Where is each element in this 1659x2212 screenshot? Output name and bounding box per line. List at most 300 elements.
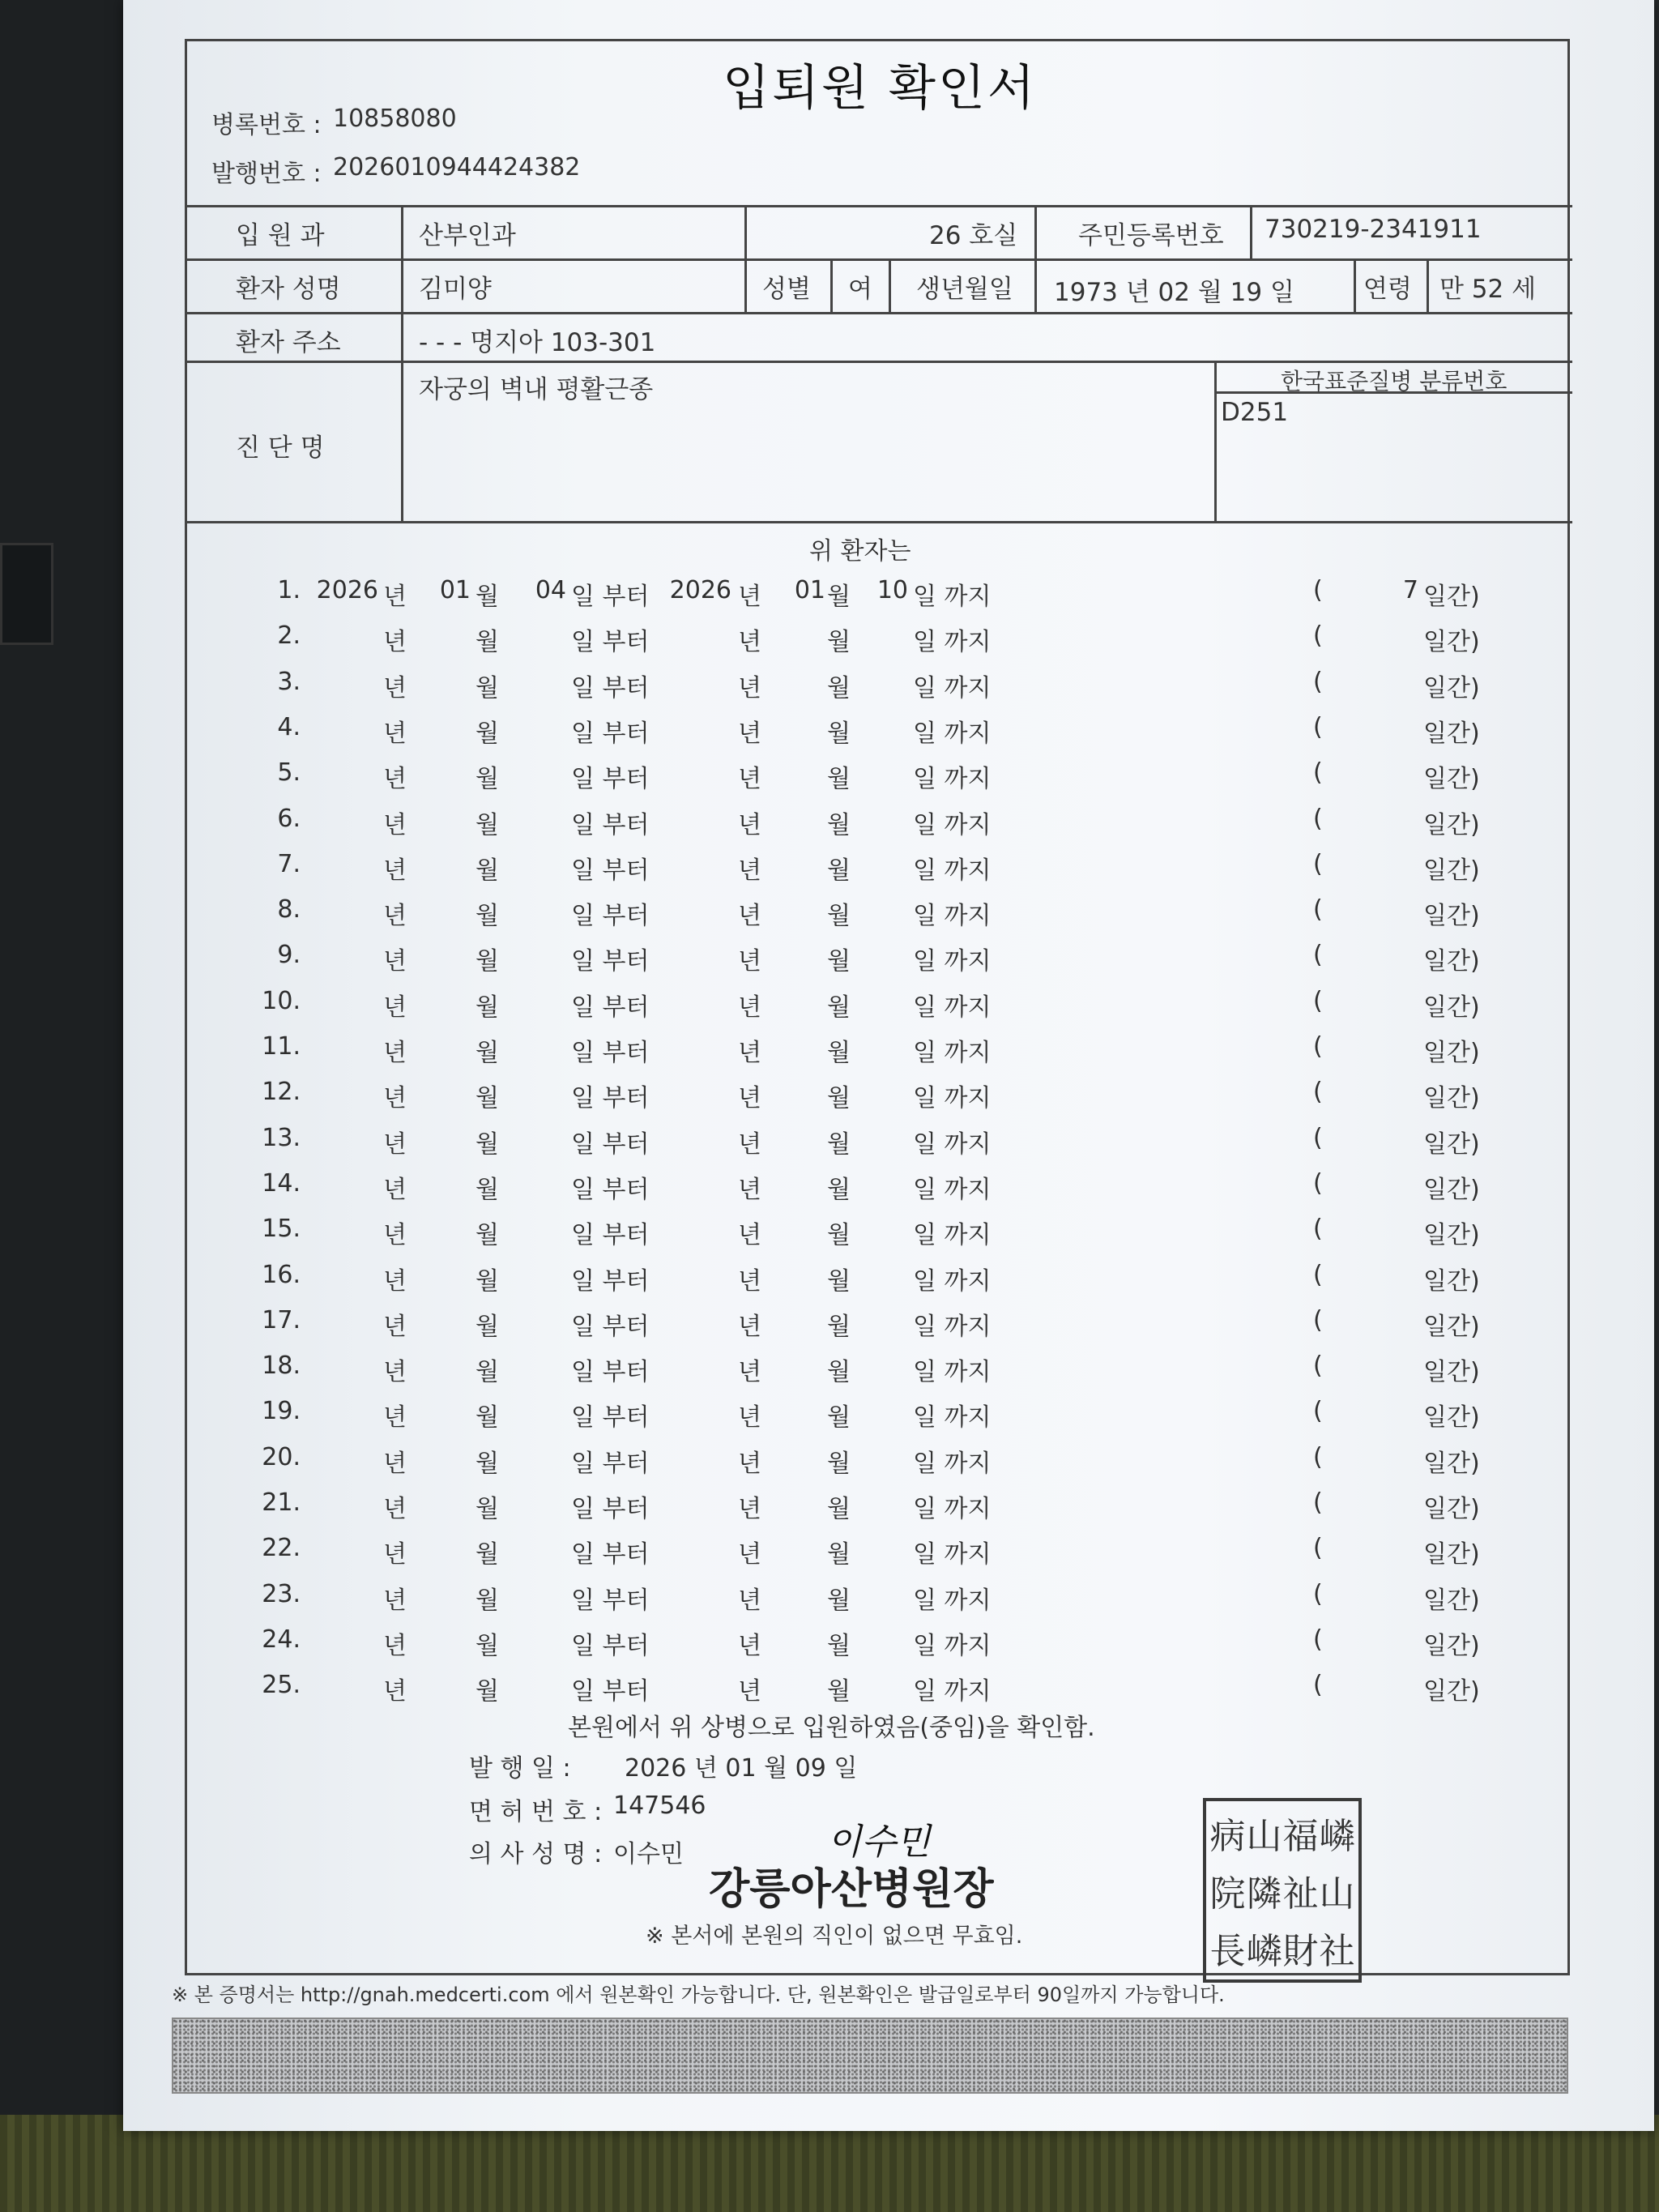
period-unit: 일 부터 — [571, 1449, 650, 1478]
period-no: 25. — [262, 1671, 301, 1700]
period-em: 01 — [794, 576, 825, 604]
form-frame — [185, 39, 1570, 1975]
period-unit: 일 부터 — [571, 1540, 650, 1569]
period-unit: 일 까지 — [913, 1084, 992, 1113]
period-unit: 월 — [476, 993, 499, 1022]
period-unit: ( — [1313, 1442, 1323, 1471]
rule — [1427, 258, 1429, 312]
period-unit: 일 까지 — [913, 628, 992, 657]
period-unit: 월 — [476, 856, 499, 885]
period-unit: ( — [1313, 1352, 1323, 1381]
period-unit: 월 — [827, 765, 851, 794]
period-unit: 년 — [383, 1677, 407, 1706]
period-unit: 일 부터 — [571, 1039, 650, 1067]
period-unit: 월 — [476, 1312, 499, 1341]
period-unit: 월 — [827, 1175, 851, 1204]
period-unit: 일간) — [1423, 1495, 1480, 1523]
period-unit: 월 — [827, 810, 851, 839]
rrn-label: 주민등록번호 — [1078, 221, 1224, 250]
hospital-director: 강릉아산병원장 — [709, 1865, 994, 1914]
record-number: 10858080 — [333, 105, 457, 133]
period-unit: 일 까지 — [913, 583, 992, 611]
period-unit: 년 — [738, 719, 761, 748]
dob-value: 1973 년 02 월 19 일 — [1054, 278, 1294, 307]
period-unit: ( — [1313, 1305, 1323, 1334]
period-unit: 월 — [476, 583, 499, 611]
period-unit: 년 — [383, 1586, 407, 1615]
rrn-value: 730219-2341911 — [1265, 215, 1482, 244]
seal-character: 福 — [1282, 1816, 1319, 1858]
seal-character: 財 — [1282, 1930, 1319, 1972]
period-unit: ( — [1313, 1397, 1323, 1426]
period-unit: ( — [1313, 667, 1323, 696]
period-sy: 2026 — [316, 576, 378, 604]
period-unit: 일간) — [1423, 719, 1480, 748]
period-unit: 월 — [476, 1403, 499, 1433]
license-label: 면 허 번 호 : — [469, 1798, 603, 1826]
period-unit: 월 — [476, 1084, 499, 1113]
period-unit: 일 까지 — [913, 1677, 992, 1706]
binder-clip — [0, 543, 53, 645]
rule — [187, 258, 1572, 261]
diagnosis-value: 자궁의 벽내 평활근종 — [419, 375, 654, 404]
period-unit: 일 부터 — [571, 1677, 650, 1706]
period-unit: 년 — [738, 1266, 761, 1296]
period-no: 16. — [262, 1260, 301, 1289]
period-unit: 년 — [383, 902, 407, 931]
period-unit: 일간) — [1423, 947, 1480, 976]
confirmation-text: 본원에서 위 상병으로 입원하였음(중임)을 확인함. — [568, 1714, 1095, 1742]
dob-label: 생년월일 — [916, 275, 1013, 304]
period-unit: 년 — [383, 1495, 407, 1523]
period-unit: 년 — [383, 1266, 407, 1296]
period-unit: 일 까지 — [913, 719, 992, 748]
period-unit: 년 — [738, 1403, 761, 1433]
period-unit: 월 — [476, 1129, 499, 1159]
period-no: 14. — [262, 1168, 301, 1198]
period-unit: 월 — [476, 673, 499, 702]
period-unit: 일간) — [1423, 1403, 1480, 1433]
period-sm: 01 — [439, 576, 471, 604]
period-unit: 년 — [738, 902, 761, 931]
period-unit: 월 — [476, 1449, 499, 1478]
period-no: 20. — [262, 1442, 301, 1471]
period-unit: 년 — [738, 856, 761, 885]
period-unit: 년 — [738, 765, 761, 794]
period-unit: 월 — [476, 1631, 499, 1660]
period-unit: 년 — [383, 1312, 407, 1341]
period-unit: 일간) — [1423, 1266, 1480, 1296]
period-unit: 년 — [383, 810, 407, 839]
room-value: 26 호실 — [929, 221, 1018, 250]
rule — [187, 205, 1572, 207]
period-unit: ( — [1313, 712, 1323, 741]
period-unit: 년 — [738, 810, 761, 839]
period-unit: ( — [1313, 1488, 1323, 1517]
period-unit: 월 — [827, 673, 851, 702]
period-unit: ( — [1313, 804, 1323, 833]
period-unit: 월 — [476, 1540, 499, 1569]
license-number: 147546 — [613, 1791, 706, 1820]
period-unit: 년 — [738, 1677, 761, 1706]
period-unit: 월 — [476, 902, 499, 931]
period-unit: ( — [1313, 1625, 1323, 1654]
period-unit: 일 까지 — [913, 856, 992, 885]
period-no: 2. — [277, 621, 301, 651]
period-unit: 년 — [383, 673, 407, 702]
period-unit: 일 부터 — [571, 583, 650, 611]
issue-date: 2026 년 01 월 09 일 — [625, 1754, 858, 1783]
period-unit: 일 까지 — [913, 810, 992, 839]
seal-character: 社 — [1319, 1930, 1355, 1972]
period-unit: 일간) — [1423, 1631, 1480, 1660]
period-unit: 일간) — [1423, 1084, 1480, 1113]
period-unit: 년 — [383, 1449, 407, 1478]
period-unit: 월 — [827, 1084, 851, 1113]
period-unit: 월 — [476, 1221, 499, 1250]
period-no: 23. — [262, 1579, 301, 1608]
period-unit: ( — [1313, 576, 1323, 604]
period-unit: 월 — [827, 1586, 851, 1615]
period-unit: 일간) — [1423, 673, 1480, 702]
period-no: 22. — [262, 1534, 301, 1563]
period-no: 9. — [277, 941, 301, 970]
period-unit: 일 부터 — [571, 1221, 650, 1250]
seal-character: 病 — [1209, 1816, 1246, 1858]
period-unit: 일 부터 — [571, 719, 650, 748]
period-unit: ( — [1313, 621, 1323, 651]
period-unit: 일 까지 — [913, 902, 992, 931]
period-unit: 일간) — [1423, 810, 1480, 839]
period-unit: 일 부터 — [571, 1175, 650, 1204]
period-unit: 년 — [383, 856, 407, 885]
period-unit: 년 — [383, 719, 407, 748]
period-unit: 일간) — [1423, 765, 1480, 794]
seal-character: 山 — [1319, 1873, 1355, 1915]
period-unit: 월 — [827, 1677, 851, 1706]
period-unit: 월 — [827, 1266, 851, 1296]
period-unit: 월 — [476, 765, 499, 794]
period-unit: 월 — [476, 1358, 499, 1387]
period-unit: 월 — [476, 947, 499, 976]
hospital-seal — [1203, 1798, 1362, 1983]
seal-character: 隣 — [1246, 1873, 1282, 1915]
period-unit: 월 — [827, 1540, 851, 1569]
seal-character: 嶙 — [1246, 1930, 1282, 1972]
period-unit: ( — [1313, 1671, 1323, 1700]
sex-value: 여 — [848, 275, 872, 304]
doctor-name: 이수민 — [613, 1840, 684, 1868]
period-unit: 년 — [738, 1175, 761, 1204]
period-unit: 일 부터 — [571, 628, 650, 657]
period-unit: 월 — [827, 902, 851, 931]
period-unit: 월 — [476, 628, 499, 657]
period-unit: 월 — [476, 719, 499, 748]
period-unit: 일간) — [1423, 1586, 1480, 1615]
period-unit: 일 부터 — [571, 673, 650, 702]
period-days: 7 — [1402, 576, 1418, 604]
period-unit: 일 부터 — [571, 810, 650, 839]
certificate-sheet — [123, 0, 1654, 2131]
rule — [187, 521, 1572, 523]
period-unit: 년 — [738, 1540, 761, 1569]
period-unit: 년 — [738, 1449, 761, 1478]
period-unit: 일 까지 — [913, 765, 992, 794]
period-unit: 일 부터 — [571, 902, 650, 931]
period-unit: ( — [1313, 1078, 1323, 1107]
period-unit: 년 — [738, 1129, 761, 1159]
period-unit: 년 — [738, 993, 761, 1022]
period-unit: 일 까지 — [913, 1312, 992, 1341]
period-no: 10. — [262, 986, 301, 1015]
period-unit: 년 — [383, 1221, 407, 1250]
address-value: - - - 명지아 103-301 — [419, 328, 656, 357]
period-unit: 일간) — [1423, 628, 1480, 657]
binder-background — [0, 0, 130, 2147]
rule — [1034, 205, 1037, 312]
security-pattern — [172, 2018, 1568, 2094]
seal-character: 嶙 — [1319, 1816, 1355, 1858]
period-unit: 년 — [738, 1495, 761, 1523]
period-unit: 년 — [738, 1039, 761, 1067]
period-unit: 월 — [827, 993, 851, 1022]
rule — [187, 361, 1572, 363]
period-unit: 일 부터 — [571, 765, 650, 794]
period-unit: 월 — [827, 1403, 851, 1433]
period-unit: 일 까지 — [913, 993, 992, 1022]
period-unit: 년 — [738, 1221, 761, 1250]
period-no: 18. — [262, 1352, 301, 1381]
period-unit: 일 부터 — [571, 856, 650, 885]
name-value: 김미양 — [419, 275, 492, 304]
doctor-label: 의 사 성 명 : — [469, 1840, 603, 1868]
period-unit: 일간) — [1423, 993, 1480, 1022]
name-label: 환자 성명 — [236, 275, 341, 304]
period-unit: 일 까지 — [913, 1631, 992, 1660]
period-unit: ( — [1313, 986, 1323, 1015]
period-no: 5. — [277, 758, 301, 788]
address-label: 환자 주소 — [236, 328, 341, 357]
seal-character: 長 — [1209, 1930, 1246, 1972]
period-unit: 일 부터 — [571, 1631, 650, 1660]
rule — [744, 205, 747, 312]
period-unit: 일간) — [1423, 1039, 1480, 1067]
period-unit: 일 까지 — [913, 673, 992, 702]
issue-number-label: 발행번호 : — [211, 160, 322, 188]
period-unit: ( — [1313, 1215, 1323, 1244]
period-no: 6. — [277, 804, 301, 833]
period-unit: 년 — [383, 1631, 407, 1660]
seal-character: 院 — [1209, 1873, 1246, 1915]
period-no: 19. — [262, 1397, 301, 1426]
period-unit: ( — [1313, 758, 1323, 788]
period-unit: 일 까지 — [913, 1266, 992, 1296]
period-unit: 일 부터 — [571, 1084, 650, 1113]
period-no: 3. — [277, 667, 301, 696]
rule — [1250, 205, 1252, 258]
issue-number: 2026010944424382 — [333, 153, 581, 181]
period-unit: 년 — [738, 583, 761, 611]
period-unit: 일간) — [1423, 583, 1480, 611]
period-unit: 년 — [383, 1129, 407, 1159]
period-unit: 일 까지 — [913, 1175, 992, 1204]
period-no: 1. — [277, 576, 301, 604]
period-unit: 일간) — [1423, 1677, 1480, 1706]
period-unit: 일 까지 — [913, 947, 992, 976]
period-unit: 일 까지 — [913, 1540, 992, 1569]
period-no: 4. — [277, 712, 301, 741]
period-unit: 월 — [827, 1129, 851, 1159]
validity-notice: ※ 본서에 본원의 직인이 없으면 무효임. — [646, 1924, 1023, 1949]
period-no: 21. — [262, 1488, 301, 1517]
period-no: 11. — [262, 1032, 301, 1061]
period-no: 7. — [277, 849, 301, 878]
period-unit: 년 — [383, 1039, 407, 1067]
period-unit: 월 — [476, 1266, 499, 1296]
verification-notice: ※ 본 증명서는 http://gnah.medcerti.com 에서 원본확인 가능합니다. 단, 원본확인은 발급일로부터 90일까지 가능합니다. — [172, 1984, 1225, 2006]
period-unit: 일 까지 — [913, 1358, 992, 1387]
period-unit: ( — [1313, 1579, 1323, 1608]
period-unit: 년 — [738, 1586, 761, 1615]
period-unit: 일 부터 — [571, 1129, 650, 1159]
period-unit: ( — [1313, 1168, 1323, 1198]
period-sd: 04 — [535, 576, 566, 604]
rule — [401, 205, 403, 521]
period-ey: 2026 — [669, 576, 731, 604]
period-unit: 월 — [827, 719, 851, 748]
period-unit: 일 부터 — [571, 1495, 650, 1523]
period-unit: 일 부터 — [571, 1358, 650, 1387]
rule — [1214, 361, 1217, 521]
period-unit: 월 — [827, 1495, 851, 1523]
period-unit: 월 — [476, 1175, 499, 1204]
period-unit: 년 — [738, 628, 761, 657]
period-unit: 월 — [827, 947, 851, 976]
period-unit: 월 — [827, 1358, 851, 1387]
kcd-label: 한국표준질병 분류번호 — [1281, 368, 1508, 395]
period-unit: 년 — [383, 993, 407, 1022]
period-no: 12. — [262, 1078, 301, 1107]
period-unit: 년 — [383, 947, 407, 976]
period-unit: 일간) — [1423, 1129, 1480, 1159]
period-unit: 일 까지 — [913, 1039, 992, 1067]
seal-character: 祉 — [1282, 1873, 1319, 1915]
period-unit: 일 부터 — [571, 947, 650, 976]
period-unit: 월 — [827, 856, 851, 885]
period-unit: 년 — [383, 1540, 407, 1569]
period-unit: 일간) — [1423, 902, 1480, 931]
period-unit: 일 부터 — [571, 1403, 650, 1433]
period-unit: 일 까지 — [913, 1403, 992, 1433]
period-unit: 일 까지 — [913, 1221, 992, 1250]
period-no: 15. — [262, 1215, 301, 1244]
kcd-value: D251 — [1221, 398, 1289, 427]
period-unit: 일간) — [1423, 1175, 1480, 1204]
period-unit: 일간) — [1423, 1358, 1480, 1387]
period-unit: 일간) — [1423, 1449, 1480, 1478]
period-unit: 일 부터 — [571, 1586, 650, 1615]
period-no: 8. — [277, 895, 301, 925]
period-unit: 일간) — [1423, 1312, 1480, 1341]
period-unit: 월 — [827, 1631, 851, 1660]
issue-date-label: 발 행 일 : — [469, 1754, 571, 1783]
period-unit: 년 — [383, 1084, 407, 1113]
period-unit: 일 까지 — [913, 1495, 992, 1523]
period-no: 24. — [262, 1625, 301, 1654]
sex-label: 성별 — [762, 275, 811, 304]
period-unit: ( — [1313, 941, 1323, 970]
rule — [889, 258, 891, 312]
period-unit: 년 — [383, 1175, 407, 1204]
period-unit: 년 — [738, 1084, 761, 1113]
period-unit: 월 — [827, 1312, 851, 1341]
seal-character: 山 — [1246, 1816, 1282, 1858]
period-no: 17. — [262, 1305, 301, 1334]
diagnosis-label: 진 단 명 — [236, 433, 325, 463]
dept-label: 입 원 과 — [236, 221, 325, 250]
period-unit: 년 — [738, 1312, 761, 1341]
period-unit: 일 까지 — [913, 1449, 992, 1478]
period-unit: 월 — [476, 810, 499, 839]
period-unit: ( — [1313, 895, 1323, 925]
doctor-signature: 이수민 — [827, 1821, 931, 1863]
period-unit: 년 — [383, 1403, 407, 1433]
period-unit: 일간) — [1423, 1540, 1480, 1569]
period-unit: 년 — [738, 673, 761, 702]
period-unit: ( — [1313, 1260, 1323, 1289]
period-unit: 월 — [827, 1039, 851, 1067]
period-unit: 월 — [827, 1221, 851, 1250]
rule — [830, 258, 833, 312]
record-number-label: 병록번호 : — [211, 111, 322, 139]
period-unit: 년 — [738, 947, 761, 976]
period-unit: 일 부터 — [571, 1312, 650, 1341]
period-unit: 일간) — [1423, 856, 1480, 885]
document-title: 입퇴원 확인서 — [723, 60, 1037, 117]
period-unit: 년 — [738, 1358, 761, 1387]
period-unit: ( — [1313, 849, 1323, 878]
period-unit: 월 — [476, 1677, 499, 1706]
period-unit: 년 — [383, 765, 407, 794]
period-unit: 일 부터 — [571, 993, 650, 1022]
period-unit: ( — [1313, 1534, 1323, 1563]
period-unit: ( — [1313, 1032, 1323, 1061]
period-unit: 월 — [476, 1039, 499, 1067]
period-unit: ( — [1313, 1123, 1323, 1152]
period-unit: 월 — [827, 628, 851, 657]
rule — [1354, 258, 1356, 312]
period-unit: 월 — [827, 1449, 851, 1478]
period-unit: 년 — [383, 628, 407, 657]
rule — [187, 312, 1572, 314]
period-unit: 일 까지 — [913, 1586, 992, 1615]
age-value: 만 52 세 — [1439, 275, 1537, 304]
age-label: 연령 — [1363, 275, 1412, 304]
period-unit: 일 까지 — [913, 1129, 992, 1159]
dept-value: 산부인과 — [419, 221, 516, 250]
period-unit: 월 — [476, 1586, 499, 1615]
period-intro: 위 환자는 — [809, 537, 911, 566]
period-unit: 일간) — [1423, 1221, 1480, 1250]
period-unit: 년 — [738, 1631, 761, 1660]
period-unit: 년 — [383, 583, 407, 611]
period-no: 13. — [262, 1123, 301, 1152]
period-unit: 일 부터 — [571, 1266, 650, 1296]
period-unit: 월 — [476, 1495, 499, 1523]
period-ed: 10 — [876, 576, 908, 604]
period-unit: 년 — [383, 1358, 407, 1387]
period-unit: 월 — [827, 583, 851, 611]
